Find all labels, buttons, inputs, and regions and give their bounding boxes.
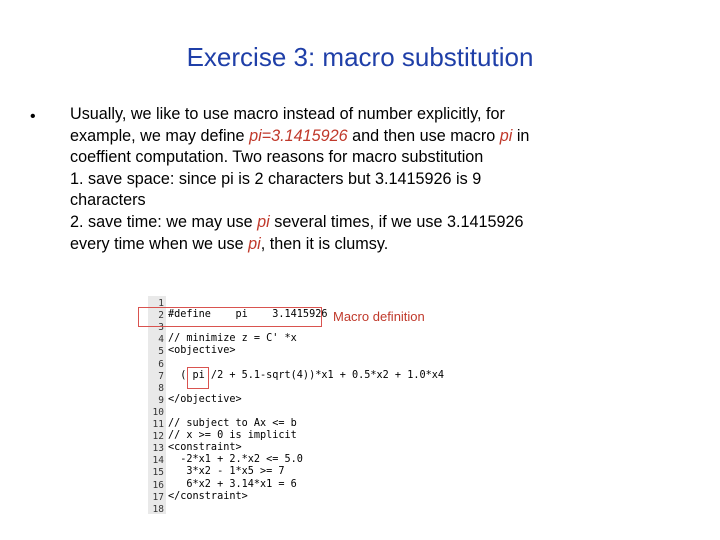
code-line: <constraint> (168, 442, 242, 454)
macro-definition-label: Macro definition (333, 309, 425, 324)
line-number: 15 (152, 467, 164, 479)
code-line: ( pi /2 + 5.1-sqrt(4))*x1 + 0.5*x2 + 1.0*x4 (168, 369, 445, 381)
line-number: 13 (152, 443, 164, 455)
code-line: </objective> (168, 393, 242, 405)
line-number: 17 (152, 491, 164, 503)
code-line: 3*x2 - 1*x5 >= 7 (168, 466, 285, 478)
line-number: 4 (158, 334, 164, 346)
code-screenshot (148, 296, 448, 514)
code-line: -2*x1 + 2.*x2 <= 5.0 (168, 454, 303, 466)
pi-highlight: pi (499, 126, 513, 145)
pi-highlight: pi (248, 234, 261, 253)
code-line: // x >= 0 is implicit (168, 430, 297, 442)
para-line-1: Usually, we like to use macro instead of number explicitly, for (70, 105, 505, 123)
line-number: 16 (152, 479, 164, 491)
code-line: #define pi 3.1415926 (168, 309, 328, 321)
line-number: 6 (158, 358, 164, 370)
para-line-4: 1. save space: since pi is 2 characters but 3.1415926 is 9 (70, 169, 482, 188)
code-line: // subject to Ax <= b (168, 418, 297, 429)
para-line-2: example, we may define pi=3.1415926 and then use macro pi in (70, 126, 530, 145)
line-number: 12 (152, 431, 164, 443)
line-number: 9 (158, 394, 164, 406)
code-line: <objective> (168, 345, 236, 357)
para-line-6: 2. save time: we may use pi several times, if we use 3.1415926 (70, 212, 524, 231)
para-line-7: every time when we use pi, then it is clumsy. (70, 234, 389, 253)
code-line: 6*x2 + 3.14*x1 = 6 (168, 478, 297, 490)
line-number: 2 (158, 310, 164, 322)
line-number: 18 (152, 503, 164, 515)
line-number: 14 (152, 455, 164, 467)
para-line-3: coeffient computation. Two reasons for macro substitution (70, 148, 484, 167)
line-number: 8 (158, 382, 164, 394)
pi-usage-highlight-box (187, 367, 209, 389)
pi-definition-highlight: pi=3.1415926 (249, 126, 348, 145)
code-line: </constraint> (168, 490, 248, 502)
line-number: 11 (152, 419, 164, 430)
line-number: 5 (158, 346, 164, 358)
slide-title: Exercise 3: macro substitution (186, 42, 534, 72)
para-line-5: characters (70, 191, 146, 210)
line-number: 3 (158, 322, 164, 334)
define-highlight-box (138, 307, 322, 327)
code-line: // minimize z = C' *x (168, 333, 297, 345)
line-number: 10 (152, 406, 164, 418)
line-number: 1 (158, 298, 164, 309)
body-paragraph (70, 104, 710, 255)
pi-highlight: pi (257, 212, 270, 231)
bullet-marker: • (30, 108, 36, 125)
line-number: 7 (158, 370, 164, 382)
